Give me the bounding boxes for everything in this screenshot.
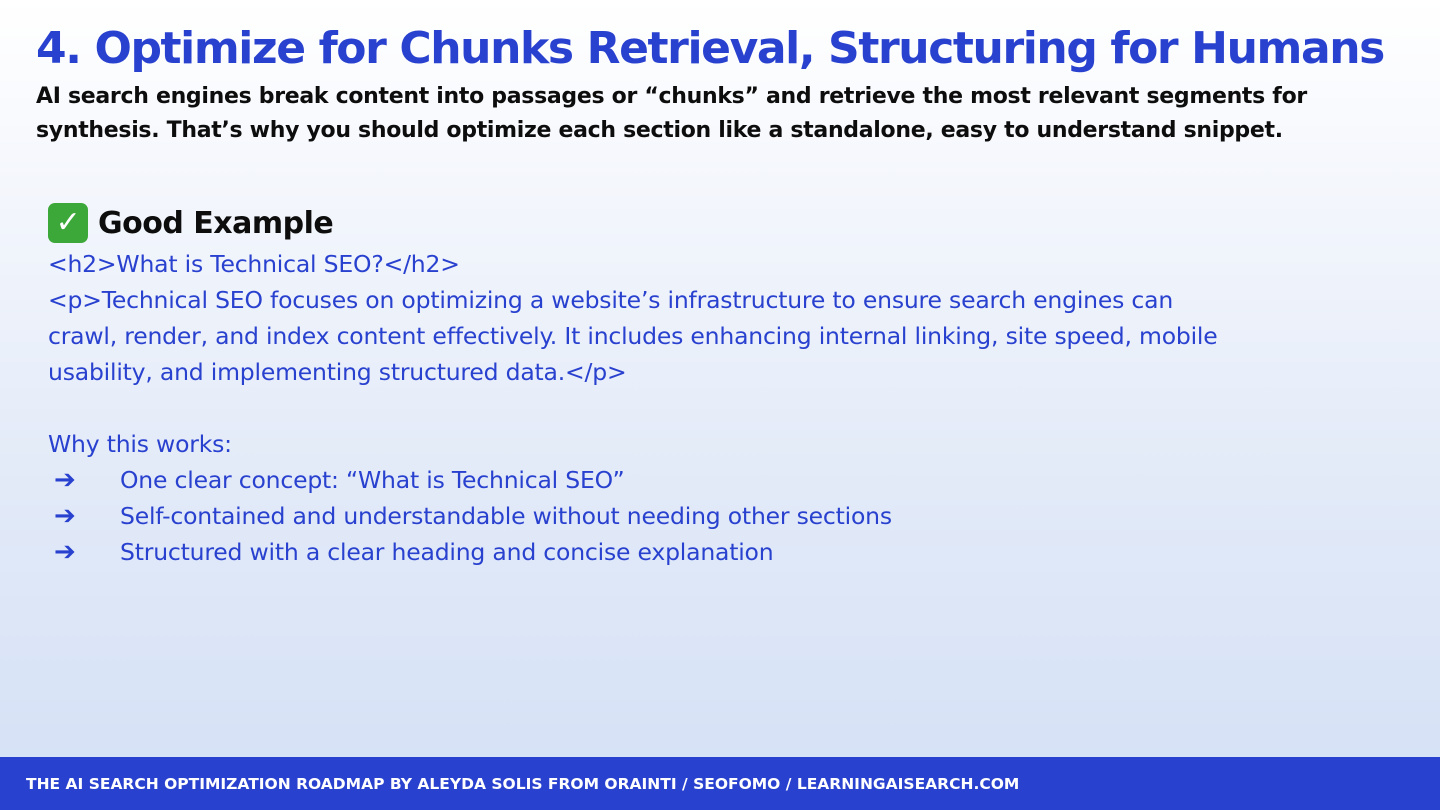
reason-text: Self-contained and understandable without needing other sections <box>120 502 892 530</box>
good-example-section <box>48 200 1248 570</box>
code-heading-line: <h2>What is Technical SEO?</h2> <box>48 250 460 278</box>
reason-text: One clear concept: “What is Technical SEO” <box>120 466 625 494</box>
list-item <box>48 498 1248 534</box>
reason-text: Structured with a clear heading and concise explanation <box>120 538 774 566</box>
example-heading <box>48 200 1248 246</box>
footer-banner <box>0 757 1440 810</box>
footer-text: THE AI SEARCH OPTIMIZATION ROADMAP BY ALEYDA SOLIS FROM ORAINTI / SEOFOMO / LEARNINGAISEARCH.COM <box>26 774 1020 793</box>
list-item <box>48 462 1248 498</box>
reasons-list <box>48 462 1248 570</box>
example-heading-label: Good Example <box>98 205 334 241</box>
slide-title: 4. Optimize for Chunks Retrieval, Structuring for Humans <box>36 23 1384 74</box>
arrow-right-icon: ➔ <box>54 537 76 567</box>
slide-subtitle: AI search engines break content into passages or “chunks” and retrieve the most relevant segments for synthesis. That’s why you should optimize each section like a standalone, easy to understand snippet. <box>36 84 1307 143</box>
check-mark-icon: ✓ <box>48 203 88 243</box>
arrow-right-icon: ➔ <box>54 465 76 495</box>
list-item <box>48 534 1248 570</box>
arrow-right-icon: ➔ <box>54 501 76 531</box>
code-paragraph: <p>Technical SEO focuses on optimizing a website’s infrastructure to ensure search engines can crawl, render, and index content effectively. It includes enhancing internal linking, site speed, mobile usability, and implementing structured data.</p> <box>48 286 1218 386</box>
why-label: Why this works: <box>48 430 232 458</box>
